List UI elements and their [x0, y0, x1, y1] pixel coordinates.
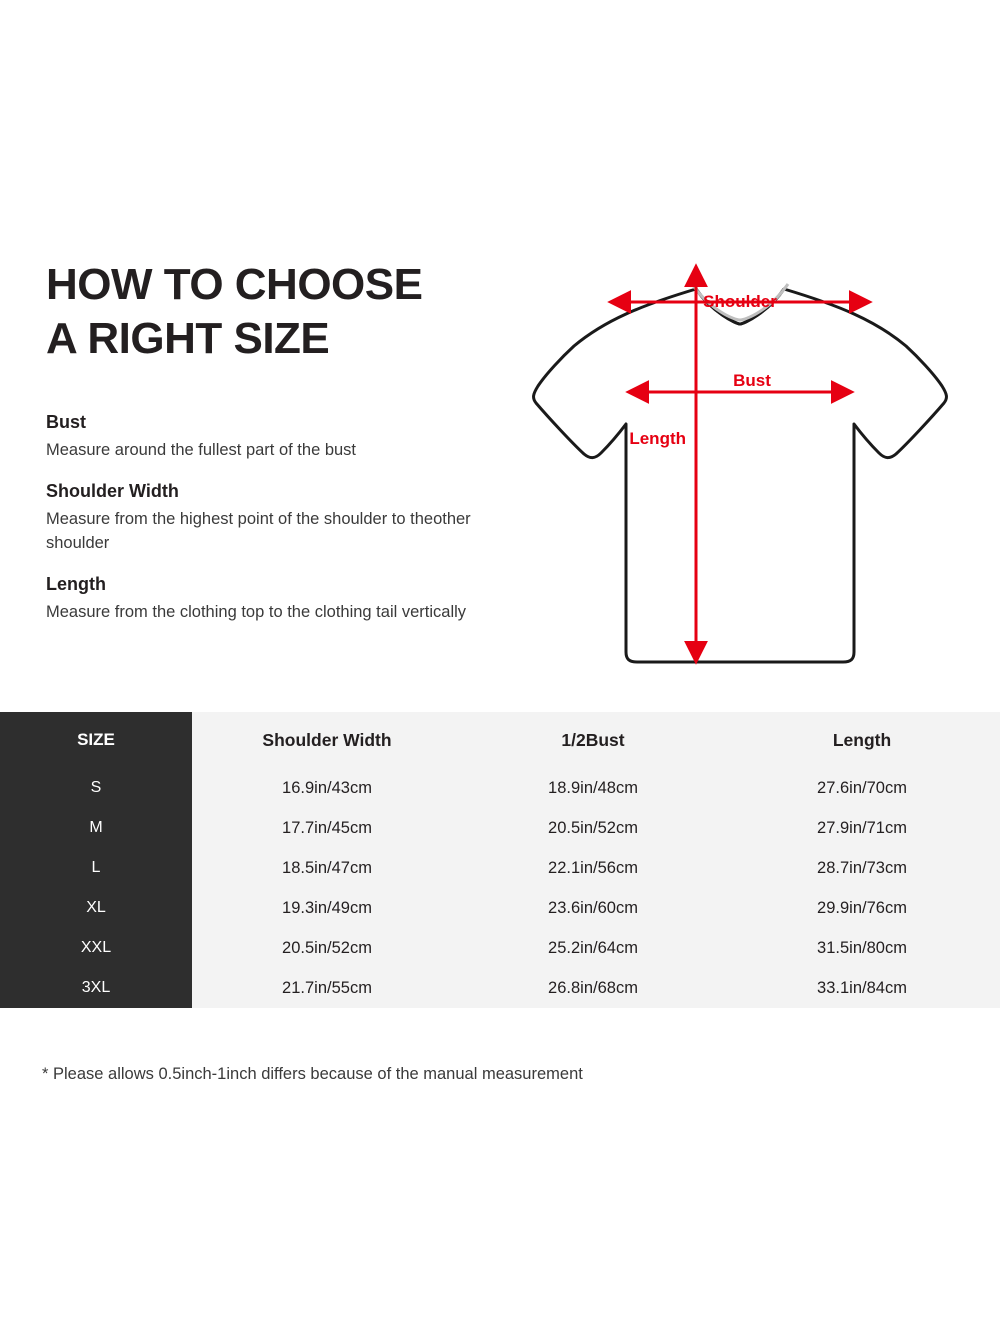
tshirt-diagram	[500, 240, 980, 690]
row-size: M	[0, 808, 192, 848]
row-half-bust: 18.9in/48cm	[462, 768, 724, 808]
row-shoulder-width: 19.3in/49cm	[192, 888, 462, 928]
table-row	[0, 848, 1000, 888]
row-size: L	[0, 848, 192, 888]
table-header-size: SIZE	[0, 712, 192, 768]
shoulder-label: Shoulder	[703, 292, 777, 311]
row-half-bust: 26.8in/68cm	[462, 968, 724, 1008]
definition-bust-title: Bust	[46, 412, 86, 432]
row-half-bust: 23.6in/60cm	[462, 888, 724, 928]
row-shoulder-width: 21.7in/55cm	[192, 968, 462, 1008]
row-shoulder-width: 20.5in/52cm	[192, 928, 462, 968]
row-length: 33.1in/84cm	[724, 968, 1000, 1008]
definition-bust-text: Measure around the fullest part of the bust	[46, 441, 357, 459]
row-size: XXL	[0, 928, 192, 968]
row-half-bust: 25.2in/64cm	[462, 928, 724, 968]
row-size: S	[0, 768, 192, 808]
row-shoulder-width: 16.9in/43cm	[192, 768, 462, 808]
tshirt-outline	[534, 289, 947, 662]
page-title-line-2: A RIGHT SIZE	[46, 313, 330, 363]
row-shoulder-width: 18.5in/47cm	[192, 848, 462, 888]
definition-bust	[46, 412, 486, 462]
bust-label: Bust	[733, 371, 771, 390]
row-shoulder-width: 17.7in/45cm	[192, 808, 462, 848]
table-row	[0, 928, 1000, 968]
footnote: * Please allows 0.5inch-1inch differs because of the manual measurement	[42, 1065, 583, 1083]
row-half-bust: 20.5in/52cm	[462, 808, 724, 848]
table-row	[0, 808, 1000, 848]
table-header-shoulder-width: Shoulder Width	[192, 712, 462, 768]
row-size: XL	[0, 888, 192, 928]
row-length: 31.5in/80cm	[724, 928, 1000, 968]
definition-shoulder-width-title: Shoulder Width	[46, 481, 179, 502]
row-length: 29.9in/76cm	[724, 888, 1000, 928]
definition-length	[46, 574, 486, 624]
table-header-half-bust: 1/2Bust	[462, 712, 724, 768]
row-size: 3XL	[0, 968, 192, 1008]
definition-length-text: Measure from the clothing top to the clothing tail vertically	[46, 603, 467, 622]
definition-shoulder-width	[46, 481, 486, 555]
size-table	[0, 712, 1000, 1008]
row-half-bust: 22.1in/56cm	[462, 848, 724, 888]
row-length: 27.9in/71cm	[724, 808, 1000, 848]
row-length: 28.7in/73cm	[724, 848, 1000, 888]
measurement-definitions	[46, 412, 486, 644]
table-header-row	[0, 712, 1000, 768]
table-header-length: Length	[724, 712, 1000, 768]
size-chart	[0, 712, 1000, 1032]
page-title-line-1: HOW TO CHOOSE	[46, 260, 423, 309]
table-row	[0, 968, 1000, 1008]
length-label: Length	[629, 429, 686, 448]
table-row	[0, 888, 1000, 928]
page-title	[46, 258, 516, 365]
definition-length-title: Length	[46, 574, 106, 595]
row-length: 27.6in/70cm	[724, 768, 1000, 808]
table-row	[0, 768, 1000, 808]
definition-shoulder-width-text: Measure from the highest point of the shoulder to theother shoulder	[46, 510, 471, 552]
